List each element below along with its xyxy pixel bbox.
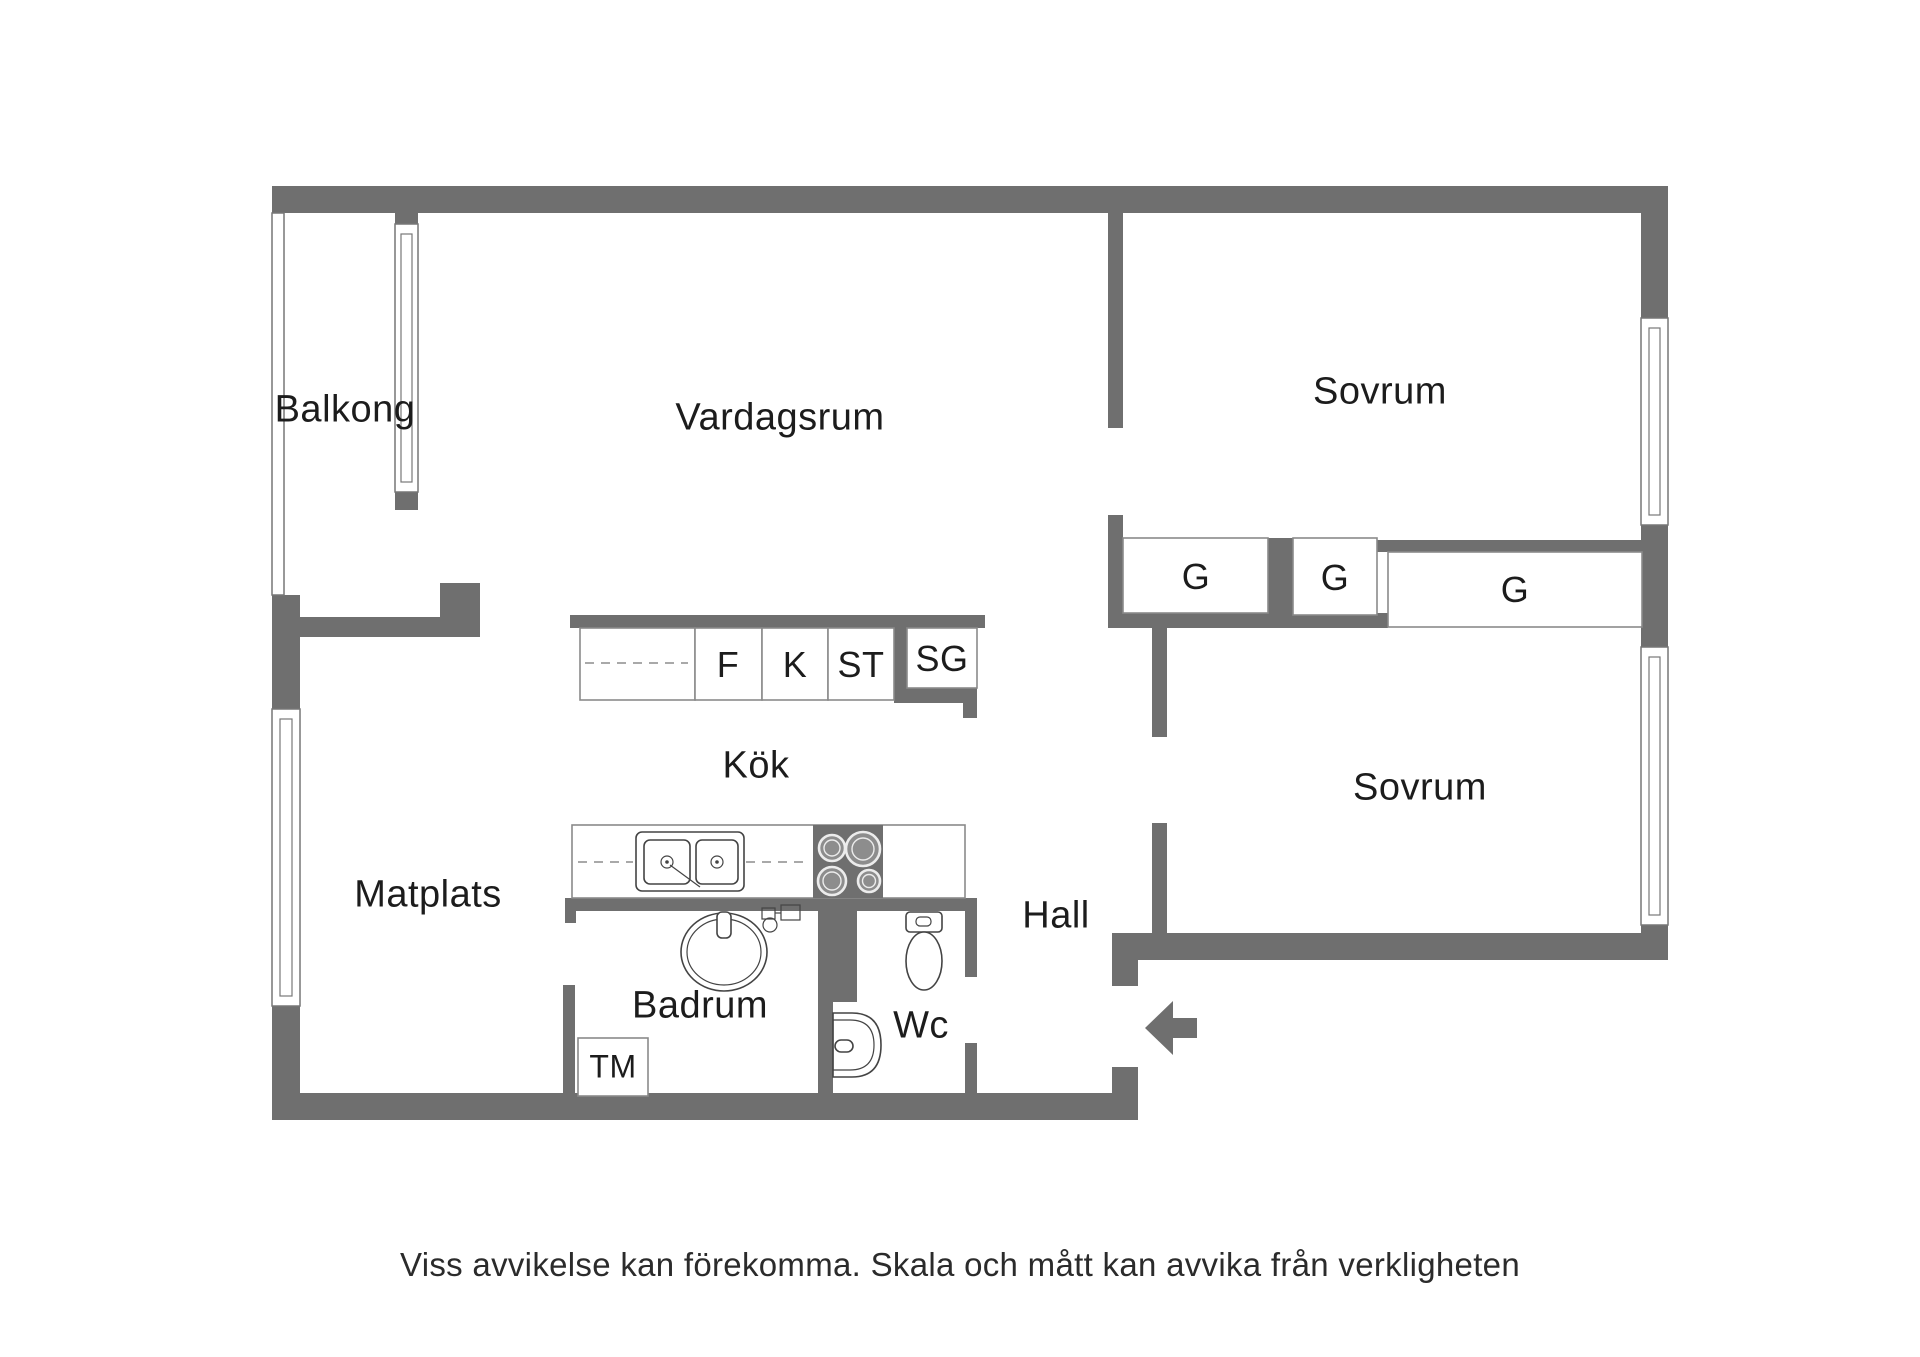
wall-counter-left-drop xyxy=(565,898,576,923)
bathroom-basin-icon xyxy=(681,912,767,991)
wall-right-upper xyxy=(1641,213,1668,320)
wall-g3-top xyxy=(1377,540,1642,552)
wall-balkong-window-stub-bottom xyxy=(395,492,418,510)
wall-vardagsrum-sovrum xyxy=(1108,213,1123,428)
cabinet-label-st: ST xyxy=(837,644,885,685)
wall-wc-right-lower xyxy=(965,1043,977,1097)
wall-wc-right-upper xyxy=(965,898,977,977)
cabinet-label-k: K xyxy=(782,644,808,685)
wall-kitchen-top xyxy=(570,615,985,628)
room-label-wc: Wc xyxy=(893,1004,949,1047)
wall-left-upper xyxy=(272,595,300,709)
wall-badrum-wc-thick xyxy=(818,898,857,1002)
closet-label-tm: TM xyxy=(589,1048,637,1085)
wall-top xyxy=(272,186,1668,213)
wall-sovrum2-bottom-leg xyxy=(1112,933,1138,986)
room-label-sovrum-top: Sovrum xyxy=(1313,370,1447,413)
closet-label-g2: G xyxy=(1320,557,1350,598)
stove-icon xyxy=(813,825,883,898)
cabinet-label-sg: SG xyxy=(915,638,969,679)
wall-sg-stub xyxy=(963,700,977,718)
room-label-balkong: Balkong xyxy=(274,388,416,431)
wall-right-middle xyxy=(1641,525,1668,647)
wc-basin-icon xyxy=(833,1013,881,1077)
wall-left-lower xyxy=(272,1006,300,1120)
wall-hall-sovrum2-upper xyxy=(1152,628,1167,737)
room-label-sovrum-bottom: Sovrum xyxy=(1353,766,1487,809)
wall-balkong-bottom-block xyxy=(440,583,480,637)
wall-closet-left xyxy=(1108,515,1123,628)
room-label-kok: Kök xyxy=(722,744,790,787)
entrance-arrow-icon xyxy=(1145,1001,1197,1055)
room-label-matplats: Matplats xyxy=(354,873,502,916)
wall-badrum-wc-thin xyxy=(818,1002,833,1097)
window-icon xyxy=(395,224,418,492)
window-icon xyxy=(1641,318,1668,525)
room-label-hall: Hall xyxy=(1022,894,1090,937)
wall-bottom xyxy=(275,1093,1138,1120)
double-sink-icon xyxy=(636,832,744,891)
closet-label-g1: G xyxy=(1181,556,1211,597)
wall-badrum-left xyxy=(563,985,575,1097)
cabinet-label-f: F xyxy=(716,644,740,685)
wall-bottom-right-stub xyxy=(1112,1067,1138,1097)
window-icon xyxy=(272,709,300,1006)
wall-sovrum2-bottom xyxy=(1112,933,1668,960)
wall-hall-sovrum2-lower xyxy=(1152,823,1167,935)
closet-label-g3: G xyxy=(1500,569,1530,610)
room-label-vardagsrum: Vardagsrum xyxy=(675,396,885,439)
disclaimer-text: Viss avvikelse kan förekomma. Skala och mått kan avvika från verkligheten xyxy=(400,1246,1520,1283)
window-icon xyxy=(1641,647,1668,925)
wall-counter-bottom xyxy=(565,898,977,911)
wall-balkong-window-stub-top xyxy=(395,213,418,224)
wall-g1-g2-separator xyxy=(1268,538,1293,615)
toilet-icon xyxy=(906,912,942,990)
room-label-badrum: Badrum xyxy=(631,984,769,1027)
